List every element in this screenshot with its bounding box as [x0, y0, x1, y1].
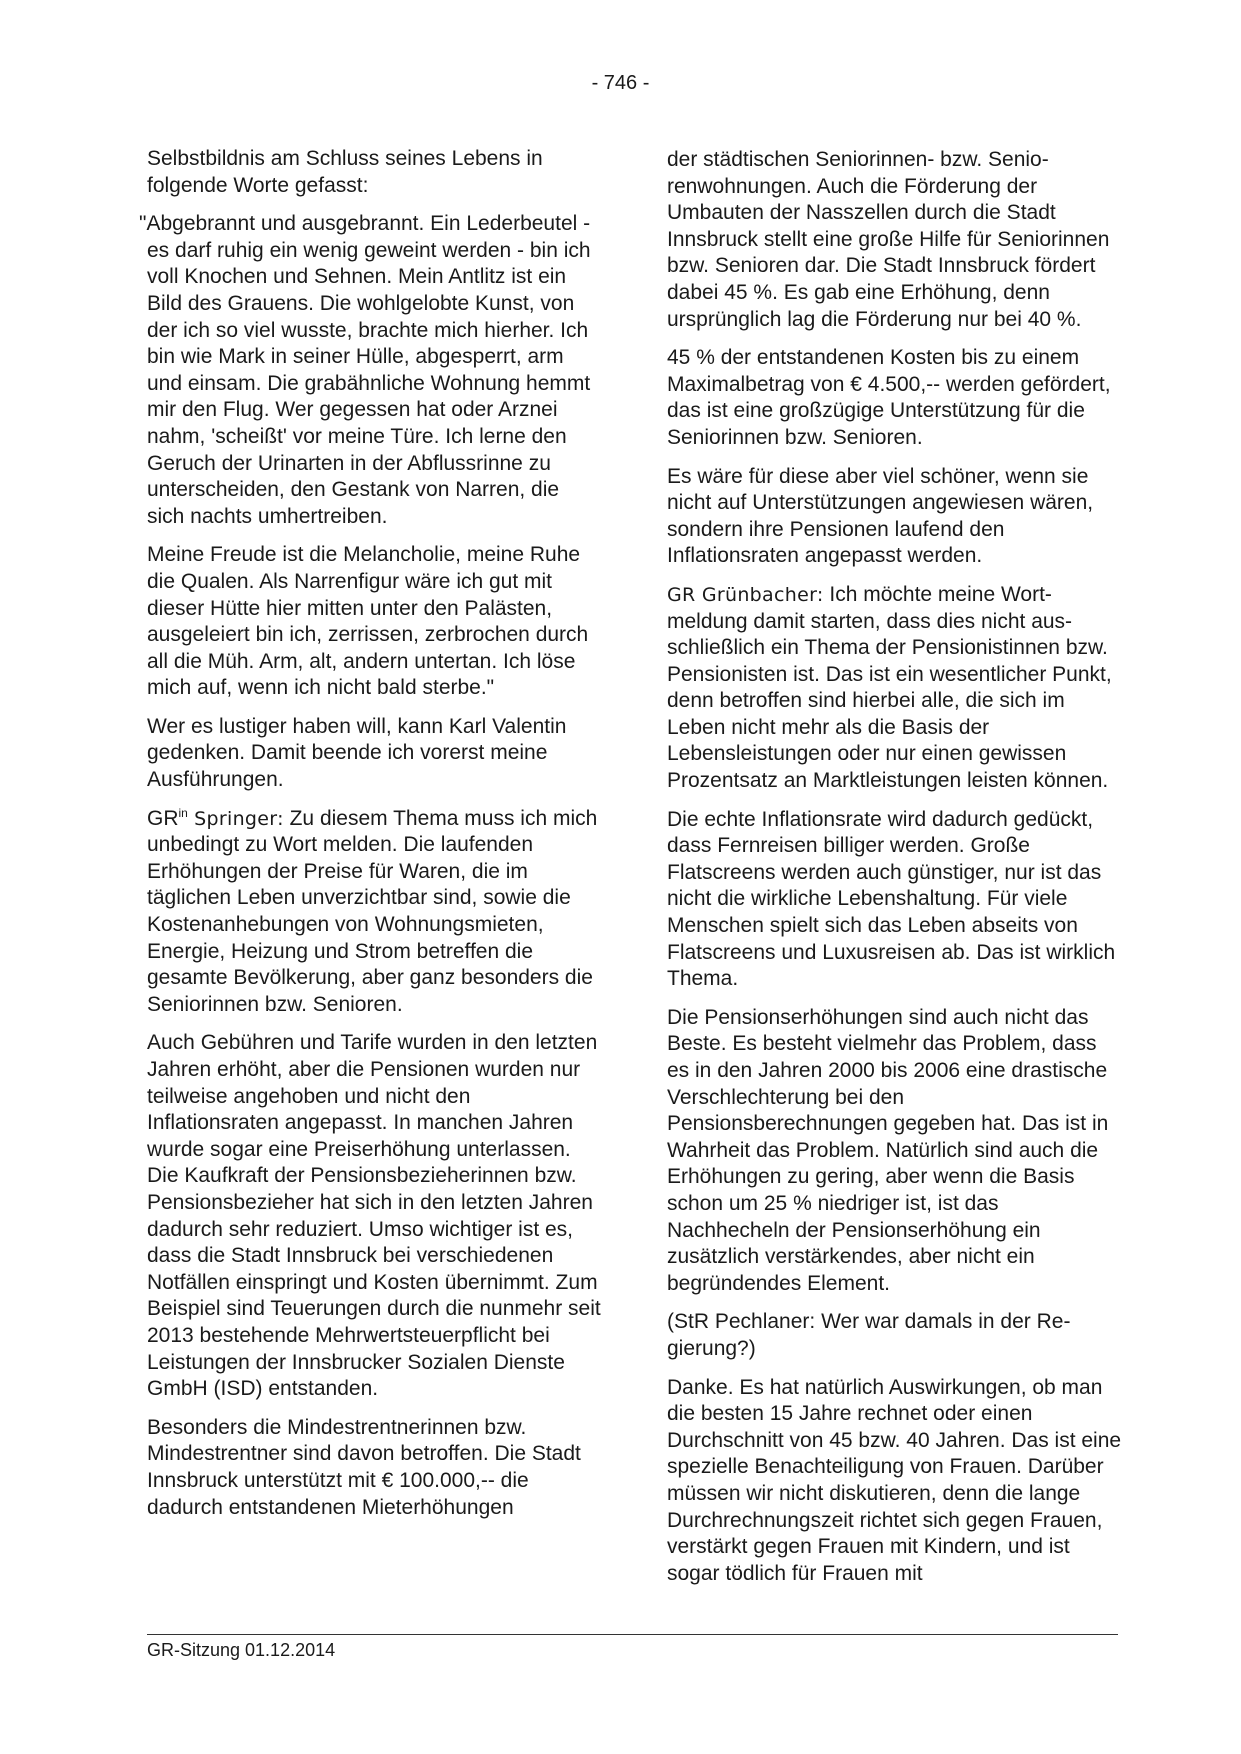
paragraph: der städtischen Seniorinnen- bzw. Seniorenwohnungen. Auch die Förderung der Umbauten der Nasszellen durch die Stadt Innsbruck stellt eine große Hilfe für Seniorinnen bzw. Senioren dar. Die Stadt Innsbruck fördert dabei 45 %. Es gab eine Erhöhung, denn ursprünglich lag die Förderung nur bei 40 %. [667, 148, 1110, 331]
interjection: (StR Pechlaner: Wer war damals in der Regierung?) [667, 1310, 1071, 1360]
paragraph: Meine Freude ist die Melancholie, meine Ruhe die Qualen. Als Narrenfigur wäre ich gut mit dieser Hütte hier mitten unter den Palästen, ausgeleiert bin ich, zerrissen, zerbrochen durch all die Müh. Arm, alt, andern untertan. Ich löse mich auf, wenn ich nicht bald sterbe." [147, 543, 589, 700]
speech-gruenbacher [667, 582, 1122, 795]
speech-text: Ich möchte meine Wortmeldung damit starten, dass dies nicht ausschließlich ein Thema der Pensionistinnen bzw. Pensionisten ist. Das ist ein wesentlicher Punkt, denn betroffen sind hierbei alle, die sich im Leben nicht mehr als die Basis der Lebensleistungen oder nur einen gewissen Prozentsatz an Marktleistungen leisten können. [667, 582, 1112, 793]
speaker-name: Springer: [187, 807, 284, 830]
footer-session-date: GR-Sitzung 01.12.2014 [147, 1640, 336, 1660]
speaker-name: GR Grünbacher: [667, 583, 824, 606]
speaker-title: GR [147, 806, 179, 830]
footer-divider [147, 1634, 1118, 1635]
speaker-title-suffix: in [178, 805, 188, 820]
paragraph: Danke. Es hat natürlich Auswirkungen, ob man die besten 15 Jahre rechnet oder einen Durchschnitt von 45 bzw. 40 Jahren. Das ist eine spezielle Benachteiligung von Frauen. Darüber müssen wir nicht diskutieren, denn die lange Durchrechnungszeit richtet sich gegen Frauen, verstärkt gegen Frauen mit Kindern, und ist sogar tödlich für Frauen mit [667, 1375, 1122, 1585]
paragraph: Die Pensionserhöhungen sind auch nicht das Beste. Es besteht vielmehr das Problem, dass es in den Jahren 2000 bis 2006 eine drastische Verschlechterung bei den Pensionsberechnungen gegeben hat. Das ist in Wahrheit das Problem. Natürlich sind auch die Erhöhungen zu gering, aber wenn die Basis schon um 25 % niedriger ist, ist das Nachhecheln der Pensionserhöhung ein zusätzlich verstärkendes, aber nicht ein begründendes Element. [667, 1005, 1109, 1295]
paragraph: Es wäre für diese aber viel schöner, wenn sie nicht auf Unterstützungen angewiesen wären, sondern ihre Pensionen laufend den Inflationsraten angepasst werden. [667, 464, 1094, 568]
paragraph: Besonders die Mindestrentnerinnen bzw. Mindestrentner sind davon betroffen. Die Stadt Innsbruck unterstützt mit € 100.000,-- die dadurch entstandenen Mieterhöhungen [147, 1415, 581, 1519]
paragraph: Wer es lustiger haben will, kann Karl Valentin gedenken. Damit beende ich vorerst meine Ausführungen. [147, 714, 567, 792]
right-column [667, 147, 1122, 1599]
page-number: - 746 - [591, 72, 650, 94]
speech-springer [147, 806, 602, 1019]
paragraph: Auch Gebühren und Tarife wurden in den letzten Jahren erhöht, aber die Pensionen wurden nur teilweise angehoben und nicht den Inflationsraten angepasst. In manchen Jahren wurde sogar eine Preiserhöhung unterlassen. Die Kaufkraft der Pensionsbezieherinnen bzw. Pensionsbezieher hat sich in den letzten Jahren dadurch sehr reduziert. Umso wichtiger ist es, dass die Stadt Innsbruck bei verschiedenen Notfällen einspringt und Kosten übernimmt. Zum Beispiel sind Teuerungen durch die nunmehr seit 2013 bestehende Mehrwertsteuerpflicht bei Leistungen der Innsbrucker Sozialen Dienste GmbH (ISD) entstanden. [147, 1031, 601, 1401]
paragraph: Selbstbildnis am Schluss seines Lebens in folgende Worte gefasst: [147, 147, 543, 197]
left-column [139, 146, 602, 1533]
speech-text: Zu diesem Thema muss ich mich unbedingt zu Wort melden. Die laufenden Erhöhungen der Preise für Waren, die im täglichen Leben unverzichtbar sind, sowie die Kostenanhebungen von Wohnungsmieten, Energie, Heizung und Strom betreffen die gesamte Bevölkerung, aber ganz besonders die Seniorinnen bzw. Senioren. [147, 806, 598, 1016]
paragraph: Die echte Inflationsrate wird dadurch gedückt, dass Fernreisen billiger werden. Große Flatscreens werden auch günstiger, nur ist das nicht die wirkliche Lebenshaltung. Für viele Menschen spielt sich das Leben abseits von Flatscreens und Luxusreisen ab. Das ist wirklich Thema. [667, 807, 1116, 991]
quote-paragraph: "Abgebrannt und ausgebrannt. Ein Lederbeutel - es darf ruhig ein wenig geweint werden - bin ich voll Knochen und Sehnen. Mein Antlitz ist ein Bild des Grauens. Die wohlgelobte Kunst, von der ich so viel wusste, brachte mich hierher. Ich bin wie Mark in seiner Hülle, abgesperrt, arm und einsam. Die grabähnliche Wohnung hemmt mir den Flug. Wer gegessen hat oder Arznei nahm, 'scheißt' vor meine Türe. Ich lerne den Geruch der Urinarten in der Abflussrinne zu unterscheiden, den Gestank von Narren, die sich nachts umhertreiben. [139, 212, 591, 528]
paragraph: 45 % der entstandenen Kosten bis zu einem Maximalbetrag von € 4.500,-- werden gefördert, das ist eine großzügige Unterstützung für die Seniorinnen bzw. Senioren. [667, 346, 1111, 449]
